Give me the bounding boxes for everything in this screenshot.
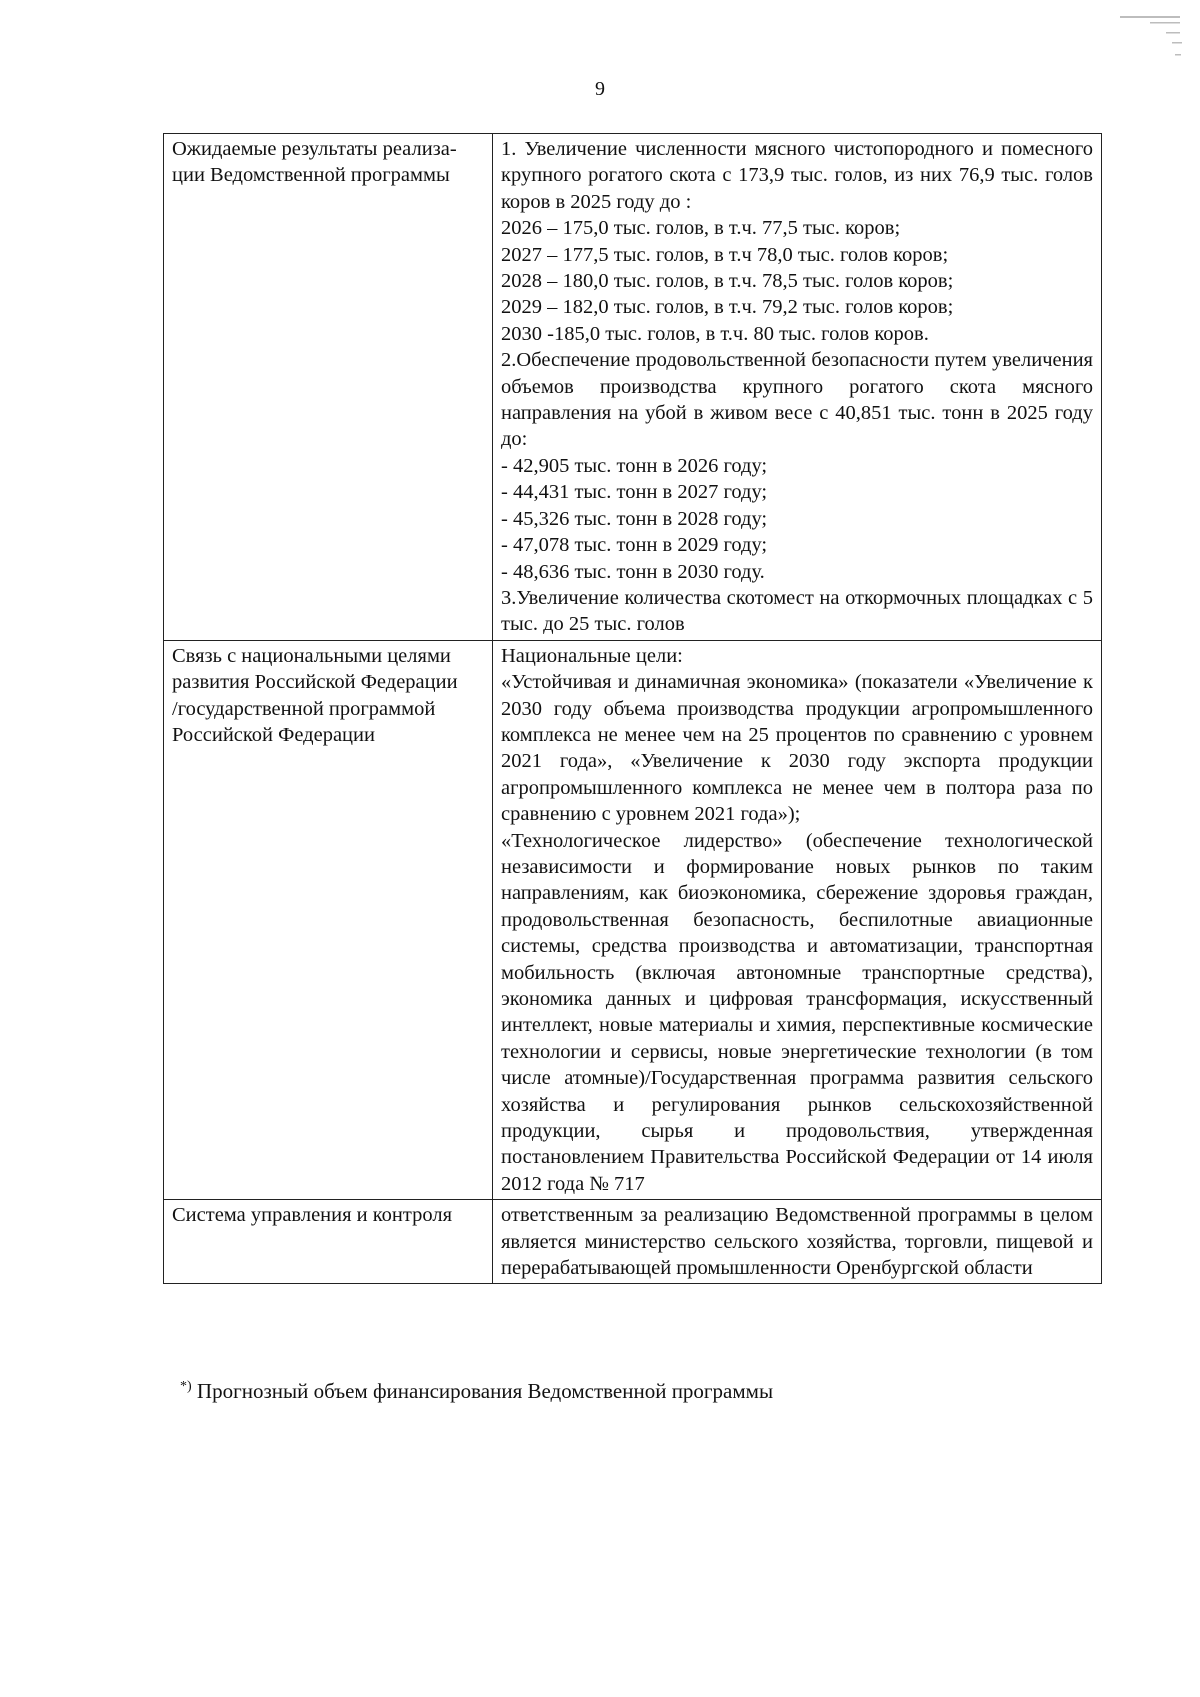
scan-noise-decoration — [1080, 10, 1190, 70]
footnote-marker: *) — [180, 1379, 192, 1394]
value-paragraph: - 44,431 тыс. тонн в 2027 году; — [501, 481, 768, 504]
value-paragraph: 2028 – 180,0 тыс. голов, в т.ч. 78,5 тыс. голов коров; — [501, 270, 954, 293]
value-paragraph: «Технологическое лидерство» (обеспечение технологической независимости и формирование новых рынков по таким направлениям, как биоэкономика, сбережение здоровья граждан, продовольственная безопасность, беспилотные авиационные системы, средства производства и автоматизации, транспортная мобильность (включая автономные транспортные средства), экономика данных и цифровая трансформация, искусственный интеллект, новые материалы и химия, перспективные космические технологии и сервисы, новые энергетические технологии (в том числе атомные)/Государственная программа развития сельского хозяйства и регулирования рынков сельскохозяйственной продукции, сырья и продовольствия, утвержденная постановлением Правительства Российской Федерации от 14 июля 2012 года № 717 — [501, 829, 1093, 1195]
row-label-line: ции Ведомственной программы — [172, 164, 450, 187]
row-label-line: /государственной программой — [172, 697, 436, 720]
row-label-line: Российской Федерации — [172, 723, 375, 746]
footnote — [180, 1379, 773, 1404]
value-paragraph: 2029 – 182,0 тыс. голов, в т.ч. 79,2 тыс. голов коров; — [501, 296, 954, 319]
value-paragraph: 2030 -185,0 тыс. голов, в т.ч. 80 тыс. голов коров. — [501, 322, 929, 345]
table-row-management-control — [164, 1200, 1102, 1284]
row-value-cell — [493, 640, 1102, 1200]
value-paragraph: - 47,078 тыс. тонн в 2029 году; — [501, 534, 768, 557]
program-passport-table — [163, 133, 1102, 1284]
value-paragraph: 1. Увеличение численности мясного чистопородного и помесного крупного рогатого скота с 173,9 тыс. голов, из них 76,9 тыс. голов коров в 2025 году до : — [501, 138, 1093, 213]
page-number: 9 — [595, 78, 605, 100]
value-paragraph: Национальные цели: — [501, 644, 683, 667]
value-paragraph: - 48,636 тыс. тонн в 2030 году. — [501, 560, 765, 583]
value-paragraph: - 45,326 тыс. тонн в 2028 году; — [501, 507, 768, 530]
row-value-cell — [493, 134, 1102, 641]
value-paragraph: «Устойчивая и динамичная экономика» (показатели «Увеличение к 2030 году объема производства продукции агропромышленного комплекса не менее чем на 25 процентов по сравнению с уровнем 2021 года», «Увеличение к 2030 году экспорта продукции агропромышленного комплекса не менее чем в полтора раза по сравнению с уровнем 2021 года»); — [501, 671, 1093, 826]
value-paragraph: 2026 – 175,0 тыс. голов, в т.ч. 77,5 тыс. коров; — [501, 217, 901, 240]
row-value-cell — [493, 1200, 1102, 1284]
row-label-cell — [164, 1200, 493, 1284]
row-label-cell — [164, 134, 493, 641]
value-paragraph: - 42,905 тыс. тонн в 2026 году; — [501, 454, 768, 477]
row-label-line: развития Российской Федерации — [172, 671, 458, 694]
table-row-national-goals — [164, 640, 1102, 1200]
value-paragraph: 2.Обеспечение продовольственной безопасности путем увеличения объемов производства крупного рогатого скота мясного направления на убой в живом весе с 40,851 тыс. тонн в 2025 году до: — [501, 349, 1093, 451]
value-paragraph: 3.Увеличение количества скотомест на откормочных площадках с 5 тыс. до 25 тыс. голов — [501, 586, 1093, 636]
table-row-expected-results — [164, 134, 1102, 641]
row-label-line: Связь с национальными целями — [172, 644, 451, 667]
value-paragraph: ответственным за реализацию Ведомственной программы в целом является министерство сельского хозяйства, торговли, пищевой и перерабатывающей промышленности Оренбургской области — [501, 1204, 1093, 1280]
row-label-line: Ожидаемые результаты реализа- — [172, 138, 457, 160]
value-paragraph: 2027 – 177,5 тыс. голов, в т.ч 78,0 тыс. голов коров; — [501, 243, 949, 266]
row-label-line: Система управления и контроля — [172, 1204, 452, 1227]
row-label-cell — [164, 640, 493, 1200]
footnote-text: Прогнозный объем финансирования Ведомственной программы — [191, 1379, 774, 1403]
